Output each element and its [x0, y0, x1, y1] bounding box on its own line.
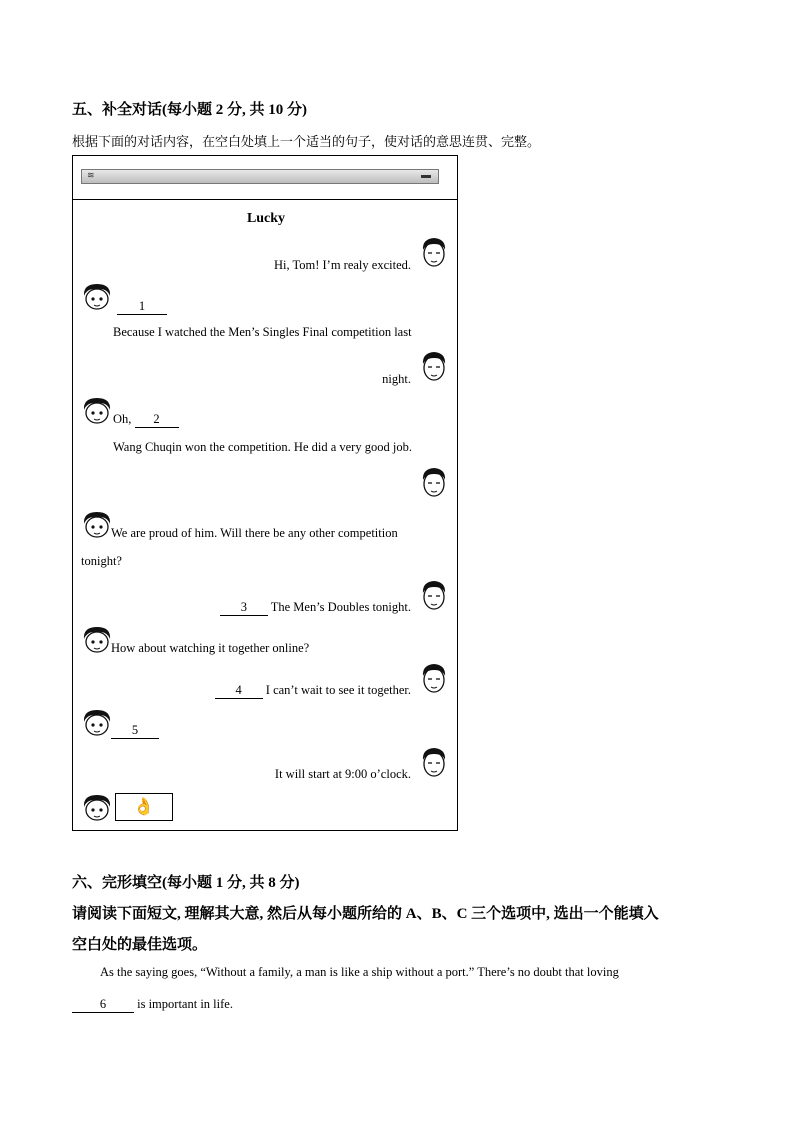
message-lucky-3a: We are proud of him. Will there be any other competition [111, 526, 398, 540]
blank-6: 6 [72, 997, 134, 1013]
divider [73, 199, 457, 200]
battery-icon [421, 175, 431, 178]
passage-line-2: 6 is important in life. [72, 997, 233, 1013]
message-tom-2a: Because I watched the Men’s Singles Final competition last [113, 325, 412, 339]
blank-5: 5 [111, 723, 159, 739]
message-tom-1: Hi, Tom! I’m realy excited. [273, 258, 411, 272]
lucky-avatar-icon [81, 510, 113, 540]
lucky-avatar-icon [81, 708, 113, 738]
message-lucky-3b: tonight? [81, 554, 122, 568]
message-tom-2b: night. [382, 372, 411, 386]
message-tom-6: It will start at 9:00 o’clock. [274, 767, 411, 781]
section6-instruction-2: 空白处的最佳选项。 [72, 937, 208, 953]
chat-screenshot [72, 155, 458, 831]
section5-heading: 五、补全对话(每小题 2 分, 共 10 分) [72, 102, 307, 118]
lucky-avatar-icon [81, 282, 113, 312]
section6-instruction-1: 请阅读下面短文, 理解其大意, 然后从每小题所给的 A、B、C 三个选项中, 选出一个能填入 [72, 906, 659, 922]
lucky-avatar-icon [81, 625, 113, 655]
message-tom-4: 3 The Men’s Doubles tonight. [220, 600, 411, 616]
ok-hand-emoji-icon: 👌 [115, 793, 173, 821]
lucky-avatar-icon [81, 396, 113, 426]
section6-heading: 六、完形填空(每小题 1 分, 共 8 分) [72, 875, 300, 891]
message-tom-3: Wang Chuqin won the competition. He did a very good job. [113, 440, 412, 454]
section5-instruction: 根据下面的对话内容，在空白处填上一个适当的句子，使对话的意思连贯、完整。 [72, 134, 541, 149]
tom-avatar-icon [419, 466, 449, 500]
passage-line-1: As the saying goes, “Without a family, a man is like a ship without a port.” There’s no doubt that loving [100, 965, 619, 979]
tom-avatar-icon [419, 662, 449, 696]
chat-title: Lucky [246, 211, 286, 226]
message-lucky-4: How about watching it together online? [111, 641, 310, 655]
wifi-icon: ≋ [87, 171, 95, 181]
phone-status-bar [81, 169, 439, 184]
tom-avatar-icon [419, 236, 449, 270]
lucky-avatar-icon [81, 793, 113, 823]
blank-1: 1 [117, 299, 167, 315]
tom-avatar-icon [419, 579, 449, 613]
message-tom-5: 4 I can’t wait to see it together. [215, 683, 411, 699]
message-lucky-2: Oh, 2 [113, 412, 179, 428]
tom-avatar-icon [419, 350, 449, 384]
tom-avatar-icon [419, 746, 449, 780]
